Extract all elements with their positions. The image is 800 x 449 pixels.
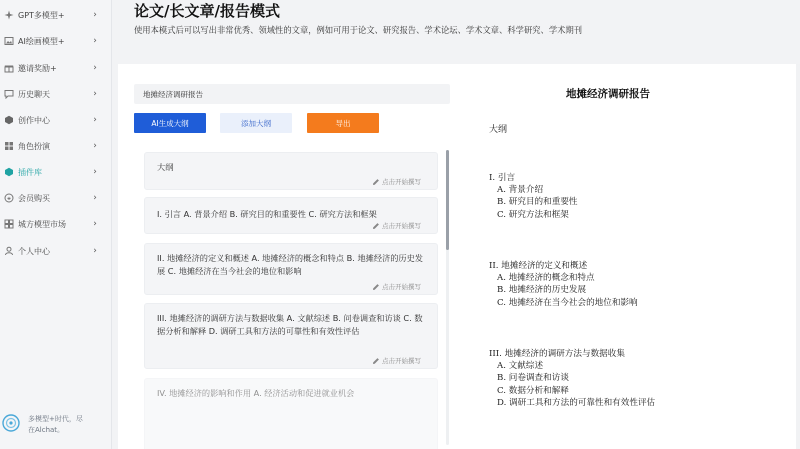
- chevron-right-icon: ›: [93, 10, 97, 20]
- crown-icon: [4, 193, 14, 203]
- topic-input[interactable]: [134, 84, 450, 104]
- sidebar-item-label: AI绘画模型+: [18, 36, 65, 46]
- preview-section: [489, 348, 655, 409]
- page-subtitle: 使用本模式后可以写出非常优秀、领域性的文章，例如可用于论文、研究报告、学术论坛、学术文章、科学研究、学术期刊: [134, 25, 583, 35]
- start-writing-link[interactable]: [372, 356, 421, 365]
- chevron-right-icon: ›: [93, 36, 97, 46]
- chevron-right-icon: ›: [93, 167, 97, 177]
- preview-section-item: C. 数据分析和解释: [497, 385, 569, 396]
- sidebar-item-invite-rewards[interactable]: [0, 58, 112, 78]
- start-writing-label: 点击开始撰写: [382, 178, 421, 186]
- brand-logo-icon: [2, 414, 20, 432]
- start-writing-label: 点击开始撰写: [382, 283, 421, 291]
- generate-outline-button[interactable]: AI生成大纲: [134, 113, 206, 133]
- sidebar-item-ai-painting[interactable]: [0, 31, 112, 51]
- plugin-icon: [4, 167, 14, 177]
- outline-card[interactable]: [144, 243, 438, 295]
- report-preview: [458, 64, 800, 449]
- chevron-right-icon: ›: [93, 141, 97, 151]
- preview-section-heading: II. 地摊经济的定义和概述: [489, 261, 588, 271]
- editor-panel: [118, 64, 800, 449]
- sidebar-item-membership[interactable]: [0, 188, 112, 208]
- preview-section-item: B. 地摊经济的历史发展: [497, 285, 587, 296]
- preview-section: [489, 172, 578, 221]
- sidebar-item-role-play[interactable]: [0, 136, 112, 156]
- outline-card-text: III. 地摊经济的调研方法与数据收集 A. 文献综述 B. 问卷调查和访谈 C. 数据分析和解释 D. 调研工具和方法的可靠性和有效性评估: [157, 313, 423, 336]
- sidebar-item-label: 创作中心: [18, 115, 50, 125]
- outline-card[interactable]: [144, 303, 438, 369]
- sidebar-item-label: 邀请奖励+: [18, 63, 57, 73]
- footer-slogan-line2: 在Alchat。: [28, 426, 65, 434]
- pencil-icon: [372, 357, 380, 365]
- preview-section-item: C. 研究方法和框架: [497, 209, 569, 220]
- chevron-right-icon: ›: [93, 193, 97, 203]
- outline-scrollbar-thumb[interactable]: [446, 150, 449, 250]
- sidebar-item-chat-history[interactable]: [0, 84, 112, 104]
- add-outline-button[interactable]: 添加大纲: [220, 113, 292, 133]
- cube-icon: [4, 115, 14, 125]
- start-writing-link[interactable]: [372, 221, 421, 230]
- chevron-right-icon: ›: [93, 246, 97, 256]
- image-icon: [4, 36, 14, 46]
- user-icon: [4, 246, 14, 256]
- page-title: 论文/长文章/报告模式: [134, 2, 280, 20]
- pencil-icon: [372, 178, 380, 186]
- preview-section-heading: I. 引言: [489, 173, 516, 183]
- sidebar-item-label: 插件库: [18, 167, 42, 177]
- store-icon: [4, 219, 14, 229]
- export-button[interactable]: 导出: [307, 113, 379, 133]
- sidebar-item-label: 角色扮演: [18, 141, 50, 151]
- start-writing-label: 点击开始撰写: [382, 222, 421, 230]
- outline-card-text: 大纲: [157, 162, 174, 172]
- preview-section-item: A. 地摊经济的概念和特点: [497, 273, 595, 284]
- preview-title: 地摊经济调研报告: [566, 88, 650, 100]
- outline-card[interactable]: [144, 197, 438, 234]
- outline-card-text: I. 引言 A. 背景介绍 B. 研究目的和重要性 C. 研究方法和框架: [157, 209, 377, 219]
- outline-card-text: II. 地摊经济的定义和概述 A. 地摊经济的概念和特点 B. 地摊经济的历史发展 C. 地摊经济在当今社会的地位和影响: [157, 253, 423, 276]
- footer-slogan-line1: 多模型+时代，尽: [28, 415, 83, 423]
- preview-section-heading: III. 地摊经济的调研方法与数据收集: [489, 349, 625, 359]
- pencil-icon: [372, 222, 380, 230]
- pencil-icon: [372, 283, 380, 291]
- chevron-right-icon: ›: [93, 89, 97, 99]
- outline-card[interactable]: [144, 152, 438, 190]
- sidebar-item-personal-center[interactable]: [0, 241, 112, 261]
- start-writing-link[interactable]: [372, 177, 421, 186]
- sidebar-item-gpt-models[interactable]: [0, 5, 112, 25]
- outline-card[interactable]: [144, 378, 438, 449]
- preview-section-item: D. 调研工具和方法的可靠性和有效性评估: [497, 397, 656, 408]
- footer-slogan: [28, 414, 83, 436]
- chevron-right-icon: ›: [93, 219, 97, 229]
- preview-section-item: C. 地摊经济在当今社会的地位和影响: [497, 297, 638, 308]
- preview-section: [489, 260, 638, 309]
- sidebar-item-label: 城方模型市场: [18, 219, 66, 229]
- gift-icon: [4, 63, 14, 73]
- sidebar-item-label: 会员购买: [18, 193, 50, 203]
- preview-section-item: B. 问卷调查和访谈: [497, 373, 569, 384]
- chevron-right-icon: ›: [93, 63, 97, 73]
- start-writing-link[interactable]: [372, 282, 421, 291]
- preview-scrollbar[interactable]: [796, 64, 800, 449]
- sidebar: [0, 0, 112, 449]
- outline-card-text: IV. 地摊经济的影响和作用 A. 经济活动和促进就业机会: [157, 388, 355, 398]
- sidebar-item-label: GPT多模型+: [18, 10, 65, 20]
- sparkle-icon: [4, 10, 14, 20]
- preview-section-item: A. 背景介绍: [497, 185, 544, 196]
- outline-card-list: [144, 152, 438, 449]
- sidebar-item-model-market[interactable]: [0, 214, 112, 234]
- sidebar-item-label: 个人中心: [18, 246, 50, 256]
- start-writing-label: 点击开始撰写: [382, 357, 421, 365]
- preview-subtitle: 大纲: [489, 125, 508, 135]
- preview-section-item: B. 研究目的和重要性: [497, 197, 578, 208]
- chat-icon: [4, 89, 14, 99]
- sidebar-item-plugin-library[interactable]: [0, 162, 112, 182]
- chevron-right-icon: ›: [93, 115, 97, 125]
- preview-section-item: A. 文献综述: [497, 361, 544, 372]
- sidebar-footer: [2, 412, 110, 440]
- sidebar-item-creation-center[interactable]: [0, 110, 112, 130]
- sidebar-item-label: 历史聊天: [18, 89, 50, 99]
- mask-icon: [4, 141, 14, 151]
